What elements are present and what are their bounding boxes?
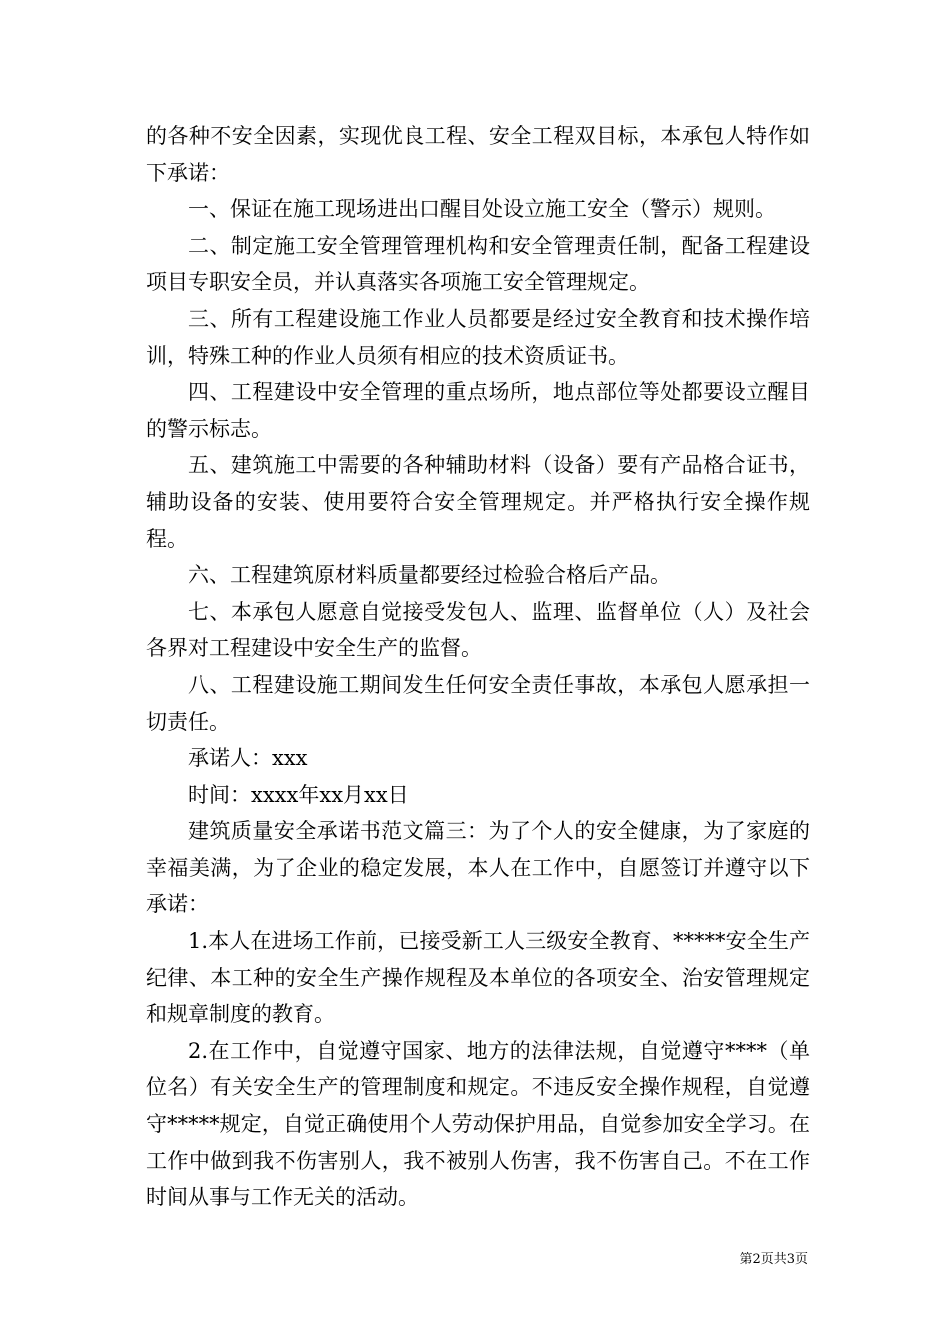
paragraph-pledge-1: 1.本人在进场工作前，已接受新工人三级安全教育、*****安全生产纪律、本工种的安全生产操作规程及本单位的各项安全、治安管理规定和规章制度的教育。 [146,929,810,1027]
paragraph-pledge-2: 2.在工作中，自觉遵守国家、地方的法律法规，自觉遵守****（单位名）有关安全生产的管理制度和规定。不违反安全操作规程，自觉遵守*****规定，自觉正确使用个人劳动保护用品，自觉参加安全学习。在工作中做到我不伤害别人，我不被别人伤害，我不伤害自己。不在工作时间从事与工作无关的活动。 [146,1038,810,1210]
paragraph-item-2: 二、制定施工安全管理管理机构和安全管理责任制，配备工程建设项目专职安全员，并认真落实各项施工安全管理规定。 [146,233,810,295]
paragraph-item-4: 四、工程建设中安全管理的重点场所，地点部位等处都要设立醒目的警示标志。 [146,380,810,441]
paragraph-sample-three-intro: 建筑质量安全承诺书范文篇三：为了个人的安全健康，为了家庭的幸福美满，为了企业的稳定发展，本人在工作中，自愿签订并遵守以下承诺： [146,819,810,917]
paragraph-continuation: 的各种不安全因素，实现优良工程、安全工程双目标，本承包人特作如下承诺： [146,124,810,185]
paragraph-item-7: 七、本承包人愿意自觉接受发包人、监理、监督单位（人）及社会各界对工程建设中安全生产的监督。 [146,599,810,661]
document-body [146,118,810,1216]
signatory-line: 承诺人：xxx [188,746,308,771]
paragraph-item-3: 三、所有工程建设施工作业人员都要是经过安全教育和技术操作培训，特殊工种的作业人员须有相应的技术资质证书。 [146,306,810,368]
page-number-footer: 第2页共3页 [739,1252,808,1267]
paragraph-item-1: 一、保证在施工现场进出口醒目处设立施工安全（警示）规则。 [188,197,776,222]
paragraph-item-5: 五、建筑施工中需要的各种辅助材料（设备）要有产品格合证书，辅助设备的安装、使用要符合安全管理规定。并严格执行安全操作规程。 [146,453,810,551]
paragraph-item-8: 八、工程建设施工期间发生任何安全责任事故，本承包人愿承担一切责任。 [146,672,810,734]
date-line: 时间：xxxx年xx月xx日 [188,782,409,807]
paragraph-item-6: 六、工程建筑原材料质量都要经过检验合格后产品。 [188,563,671,588]
